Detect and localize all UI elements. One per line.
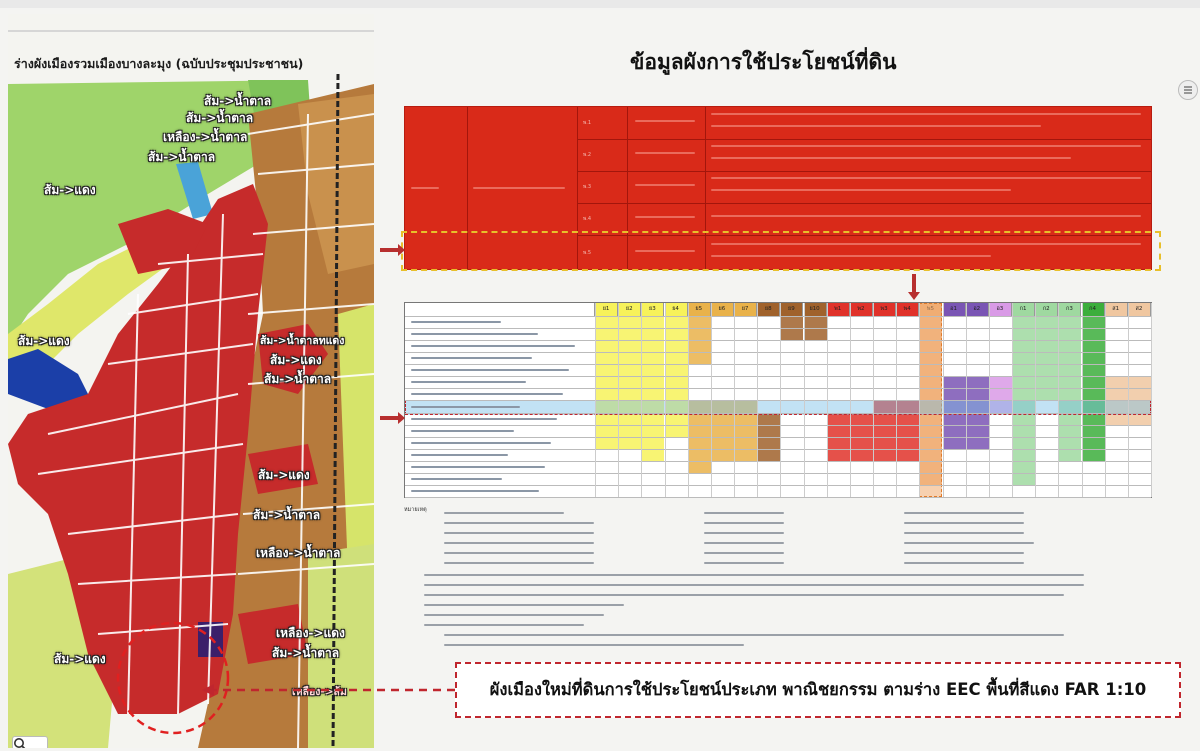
table-cell <box>618 376 641 388</box>
note-text-blur <box>904 542 1034 544</box>
table-cell <box>804 316 827 328</box>
table-cell <box>1058 352 1081 364</box>
table-column-header: ย1 <box>595 303 618 316</box>
table-cell <box>595 388 618 400</box>
map-title: ร่างผังเมืองรวมเมืองบางละมุง (ฉบับประชุมประชาชน) <box>14 56 304 71</box>
note-text-blur <box>904 562 1024 564</box>
note-text-blur <box>444 512 564 514</box>
table-cell <box>688 461 711 473</box>
table-cell <box>1082 328 1105 340</box>
note-text-blur <box>444 562 594 564</box>
table-column-header: ส1 <box>1105 303 1128 316</box>
zone-label: ส้ม->แดง <box>270 353 322 367</box>
table-cell <box>595 437 618 449</box>
table-cell <box>641 364 664 376</box>
row-label-blur <box>411 430 514 432</box>
table-cell <box>595 376 618 388</box>
table-cell <box>1058 376 1081 388</box>
table-cell <box>595 340 618 352</box>
table-cell <box>1035 328 1058 340</box>
row-code: พ.5 <box>583 250 592 256</box>
table-cell <box>1012 316 1035 328</box>
zone-label: เหลือง->แดง <box>276 626 345 640</box>
note-text-blur <box>444 542 594 544</box>
table-cell <box>966 437 989 449</box>
table-cell <box>1082 340 1105 352</box>
table-cell <box>1035 316 1058 328</box>
table-column-header: ย4 <box>665 303 688 316</box>
row-code: พ.2 <box>583 152 592 158</box>
table-cell <box>1058 437 1081 449</box>
table-cell <box>688 340 711 352</box>
table-cell <box>734 449 757 461</box>
zoom-button[interactable] <box>12 736 48 748</box>
note-text-blur <box>904 512 1024 514</box>
note-text-blur <box>704 522 784 524</box>
table-cell <box>641 316 664 328</box>
table-cell <box>827 437 850 449</box>
table-cell <box>1058 388 1081 400</box>
table-cell <box>1012 437 1035 449</box>
table-cell <box>665 340 688 352</box>
table-cell <box>1105 388 1128 400</box>
text-blur <box>473 187 565 189</box>
table-cell <box>804 328 827 340</box>
table-cell <box>780 328 803 340</box>
table-cell <box>1012 376 1035 388</box>
note-text-blur <box>424 604 624 606</box>
table-cell <box>873 449 896 461</box>
table-cell <box>711 437 734 449</box>
table-column-header: ส2 <box>1128 303 1151 316</box>
note-text-blur <box>704 552 784 554</box>
note-text-blur <box>444 552 594 554</box>
table-cell <box>734 437 757 449</box>
table-cell <box>1082 388 1105 400</box>
table-cell <box>827 449 850 461</box>
table-cell <box>1082 352 1105 364</box>
zone-label: เหลือง->น้ำตาล <box>256 546 341 560</box>
row-label-blur <box>411 418 557 420</box>
table-cell <box>1058 340 1081 352</box>
table-cell <box>1012 449 1035 461</box>
table-cell <box>665 328 688 340</box>
table-cell <box>850 437 873 449</box>
text-blur <box>411 187 439 189</box>
zoning-map-photo <box>8 14 374 748</box>
table-cell <box>688 352 711 364</box>
footnotes <box>404 504 1150 650</box>
table-cell <box>1012 340 1035 352</box>
table-column-header: ย2 <box>618 303 641 316</box>
table-cell <box>1082 437 1105 449</box>
row-label-blur <box>411 454 508 456</box>
table-cell <box>618 425 641 437</box>
note-text-blur <box>424 614 604 616</box>
table-column-header: อ1 <box>943 303 966 316</box>
table-cell <box>943 376 966 388</box>
table-cell <box>966 376 989 388</box>
table-cell <box>1082 376 1105 388</box>
table-cell <box>618 316 641 328</box>
table-cell <box>1035 388 1058 400</box>
table-cell <box>989 376 1012 388</box>
table-cell <box>850 425 873 437</box>
table-cell <box>780 316 803 328</box>
note-text-blur <box>444 532 594 534</box>
table-cell <box>1058 425 1081 437</box>
table-cell <box>966 388 989 400</box>
table-cell <box>896 425 919 437</box>
zone-label: เหลือง->ส้ม <box>292 686 347 698</box>
table-cell <box>850 449 873 461</box>
row-code: พ.1 <box>583 120 592 126</box>
table-cell <box>943 437 966 449</box>
table-cell <box>1058 316 1081 328</box>
table-cell <box>896 437 919 449</box>
table-cell <box>618 352 641 364</box>
table-cell <box>1012 328 1035 340</box>
note-text-blur <box>424 594 1064 596</box>
table-cell <box>873 437 896 449</box>
row-code: พ.4 <box>583 216 592 222</box>
row-label-blur <box>411 406 520 408</box>
row-label-blur <box>411 466 545 468</box>
note-text-blur <box>904 532 1024 534</box>
table-cell <box>1012 461 1035 473</box>
table-cell <box>618 340 641 352</box>
zone-label: ส้ม->น้ำตาล <box>186 111 254 125</box>
table-cell <box>641 437 664 449</box>
table-cell <box>641 340 664 352</box>
menu-icon <box>1183 86 1193 94</box>
note-text-blur <box>444 522 594 524</box>
table-cell <box>1082 449 1105 461</box>
table-cell <box>757 449 780 461</box>
zone-label: ส้ม->น้ำตาล <box>264 372 332 386</box>
table-column-header: ย8 <box>757 303 780 316</box>
table-cell <box>757 437 780 449</box>
note-text-blur <box>704 542 784 544</box>
callout-note <box>455 662 1181 718</box>
row-label-blur <box>411 357 532 359</box>
table-column-header: ก1 <box>1012 303 1035 316</box>
table-cell <box>943 425 966 437</box>
page-title: ข้อมูลผังการใช้ประโยชน์ที่ดิน <box>630 50 897 74</box>
table-cell <box>665 352 688 364</box>
table-cell <box>641 352 664 364</box>
table-column-header: พ3 <box>873 303 896 316</box>
table-cell <box>618 437 641 449</box>
table-cell <box>688 425 711 437</box>
table-cell <box>618 328 641 340</box>
row-code: พ.3 <box>583 184 592 190</box>
row-label-blur <box>411 478 502 480</box>
table-cell <box>1035 352 1058 364</box>
table-cell <box>688 437 711 449</box>
table-cell <box>595 352 618 364</box>
table-cell <box>618 364 641 376</box>
zone-label: ส้ม->แดง <box>18 334 70 348</box>
table-cell <box>665 316 688 328</box>
table-cell <box>595 316 618 328</box>
row-label-blur <box>411 321 501 323</box>
note-text-blur <box>424 574 1084 576</box>
table-cell <box>1082 425 1105 437</box>
note-text-blur <box>424 584 1084 586</box>
table-cell <box>665 364 688 376</box>
table-column-header: ย9 <box>780 303 803 316</box>
table-column-header: พ2 <box>850 303 873 316</box>
zone-label: ส้ม->แดง <box>44 183 96 197</box>
row-label-blur <box>411 490 539 492</box>
table-cell <box>665 425 688 437</box>
zone-label: ส้ม->น้ำตาลทแดง <box>260 335 345 347</box>
table-header-label-col <box>405 303 595 316</box>
table-column-header: ย3 <box>641 303 664 316</box>
table-cell <box>688 316 711 328</box>
magnifier-icon <box>13 737 27 748</box>
zone-label: ส้ม->แดง <box>54 652 106 666</box>
note-text-blur <box>444 644 744 646</box>
table-cell <box>688 449 711 461</box>
table-cell <box>1012 352 1035 364</box>
table-cell <box>595 425 618 437</box>
table-column-header: ก3 <box>1058 303 1081 316</box>
table-cell <box>641 449 664 461</box>
table-cell <box>734 425 757 437</box>
table-cell <box>1035 364 1058 376</box>
row-label-blur <box>411 442 551 444</box>
side-menu-button[interactable] <box>1178 80 1198 100</box>
table-column-header: ย7 <box>734 303 757 316</box>
table-cell <box>711 425 734 437</box>
table-cell <box>595 328 618 340</box>
table-cell <box>1128 376 1151 388</box>
table-cell <box>1058 328 1081 340</box>
note-text-blur <box>704 532 784 534</box>
table-cell <box>1128 388 1151 400</box>
table-cell <box>873 425 896 437</box>
table-column-header: ก4 <box>1082 303 1105 316</box>
note-text-blur <box>704 512 784 514</box>
note-text-blur <box>704 562 784 564</box>
note-text-blur <box>424 624 584 626</box>
row-label-blur <box>411 381 526 383</box>
table-cell <box>1035 340 1058 352</box>
table-cell <box>641 376 664 388</box>
table-cell <box>1012 473 1035 485</box>
table-cell <box>896 449 919 461</box>
table-cell <box>595 364 618 376</box>
zone-label: ส้ม->น้ำตาล <box>253 508 321 522</box>
highlight-row-frame <box>401 231 1161 271</box>
table-column-header: อ2 <box>966 303 989 316</box>
row-label-blur <box>411 369 569 371</box>
note-text-blur <box>904 522 1024 524</box>
table-cell <box>1105 376 1128 388</box>
table-cell <box>641 328 664 340</box>
table-column-header: ก2 <box>1035 303 1058 316</box>
zone-label: ส้ม->น้ำตาล <box>272 646 340 660</box>
row-label-blur <box>411 333 538 335</box>
land-use-table <box>404 302 1152 498</box>
note-text-blur <box>444 634 1064 636</box>
zone-label: ส้ม->แดง <box>258 468 310 482</box>
table-column-header: พ4 <box>896 303 919 316</box>
table-column-header: ย10 <box>804 303 827 316</box>
table-cell <box>1035 376 1058 388</box>
row-label-blur <box>411 393 563 395</box>
table-cell <box>641 388 664 400</box>
table-column-header: อ3 <box>989 303 1012 316</box>
table-cell <box>711 449 734 461</box>
table-column-header: พ1 <box>827 303 850 316</box>
callout-text: ผังเมืองใหม่ที่ดินการใช้ประโยชน์ประเภท พาณิชยกรรม ตามร่าง EEC พื้นที่สีแดง FAR 1:10 <box>489 680 1147 699</box>
table-cell <box>989 388 1012 400</box>
table-cell <box>641 425 664 437</box>
note-text-blur <box>904 552 1024 554</box>
table-cell <box>757 425 780 437</box>
table-cell <box>1012 364 1035 376</box>
zone-label: ส้ม->น้ำตาล <box>204 94 272 108</box>
table-cell <box>1082 364 1105 376</box>
table-cell <box>665 388 688 400</box>
table-cell <box>1012 425 1035 437</box>
table-cell <box>1058 364 1081 376</box>
table-cell <box>665 376 688 388</box>
table-cell <box>688 328 711 340</box>
row-label-blur <box>411 345 575 347</box>
table-cell <box>1058 449 1081 461</box>
table-cell <box>943 388 966 400</box>
table-cell <box>827 425 850 437</box>
table-cell <box>1012 388 1035 400</box>
table-cell <box>1082 316 1105 328</box>
table-column-header: ย5 <box>688 303 711 316</box>
notes-heading: หมายเหตุ <box>404 507 427 513</box>
table-cell <box>966 425 989 437</box>
zone-label: ส้ม->น้ำตาล <box>148 150 216 164</box>
table-column-header: ย6 <box>711 303 734 316</box>
zone-label: เหลือง->น้ำตาล <box>163 130 248 144</box>
table-cell <box>618 388 641 400</box>
